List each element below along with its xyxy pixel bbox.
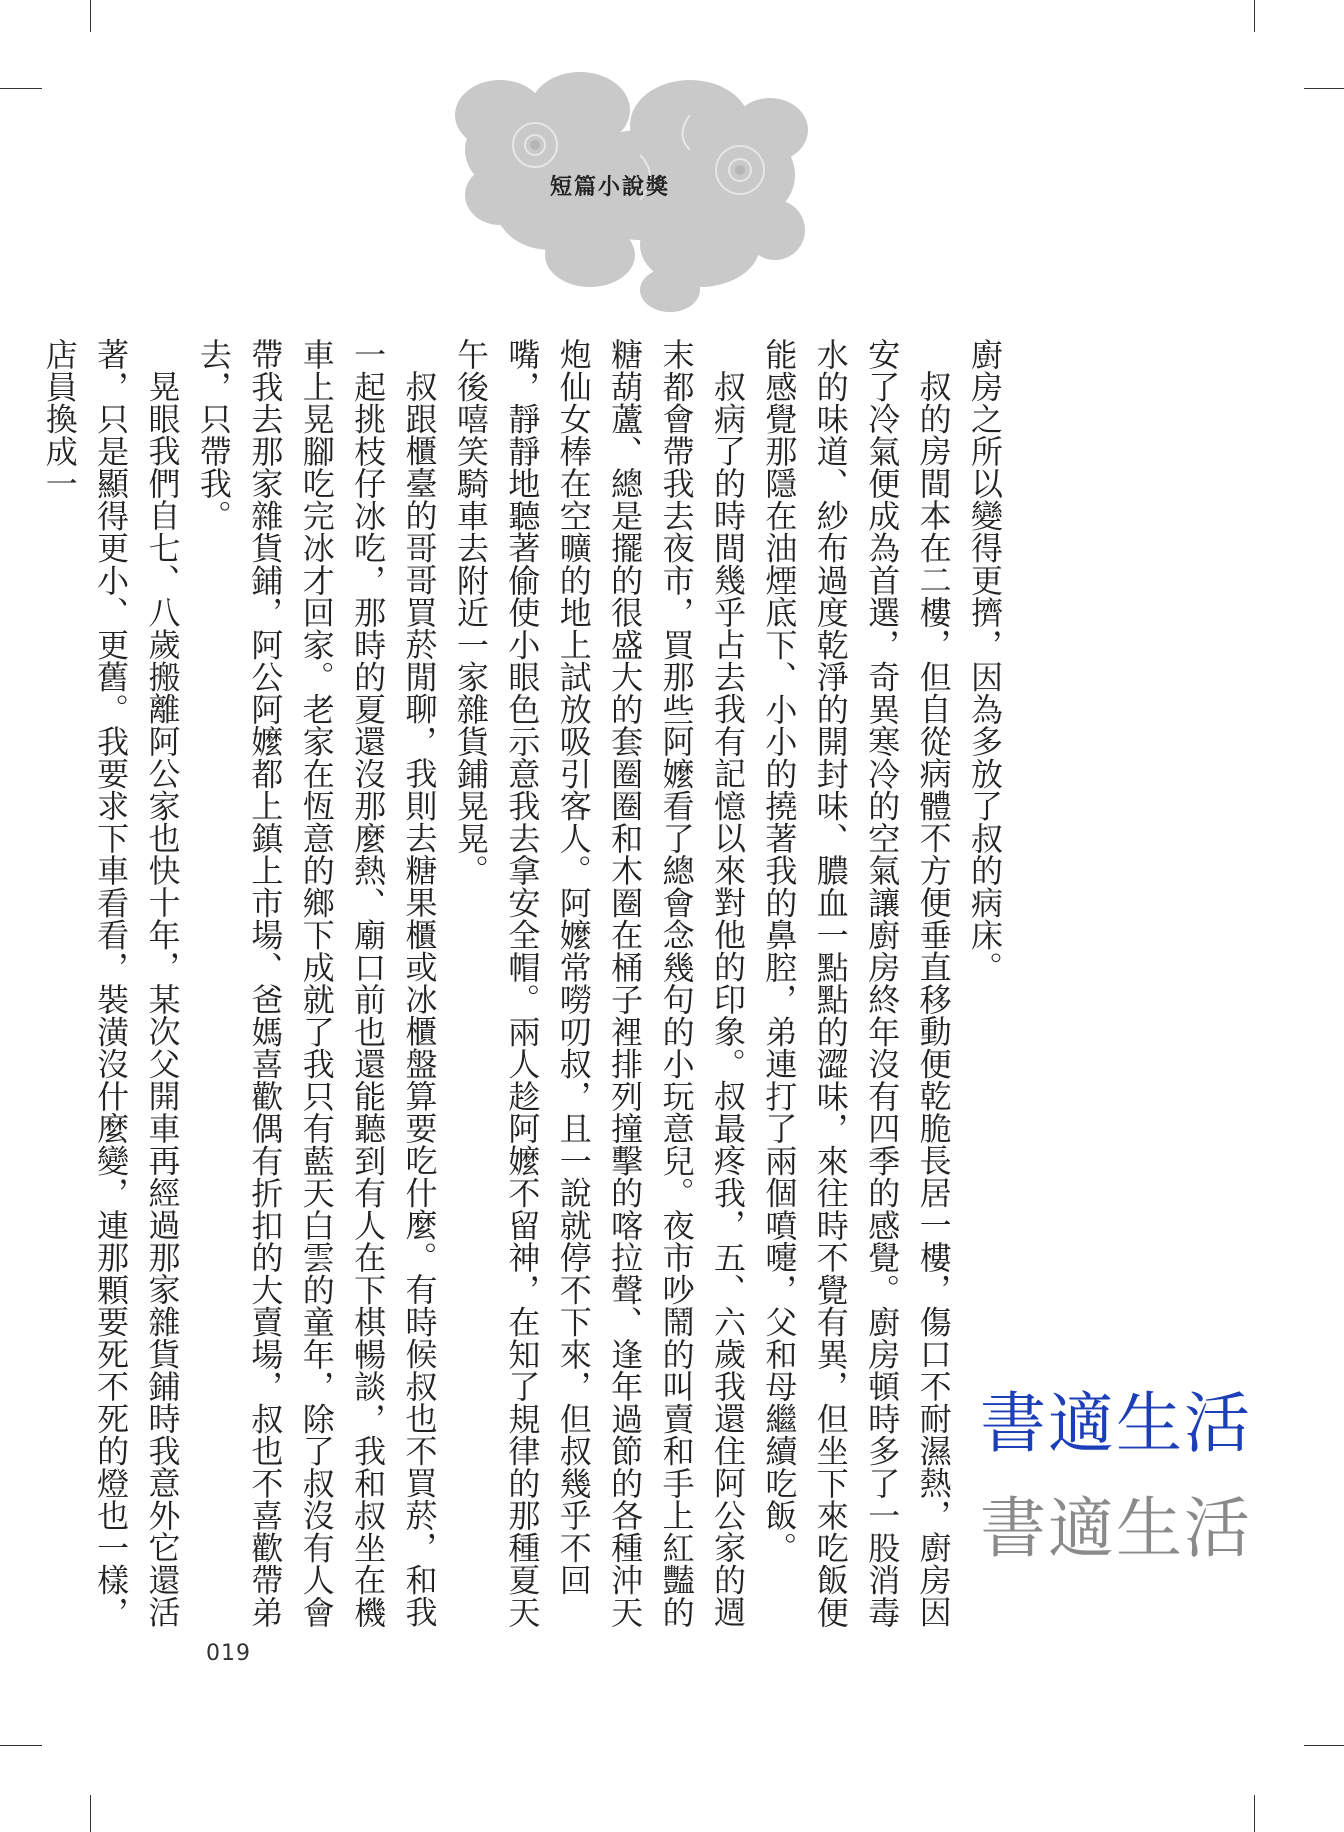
crop-mark-bottom-right-h <box>1304 1745 1344 1746</box>
crop-mark-bottom-right-v <box>1254 1795 1255 1832</box>
crop-mark-bottom-left-v <box>90 1795 91 1832</box>
article-body <box>40 338 1010 1646</box>
paragraph: 叔病了的時間幾乎占去我有記憶以來對他的印象。叔最疼我，五、六歲我還住阿公家的週末都會帶我去夜市，買那些阿嬤看了總會念幾句的小玩意兒。夜市吵鬧的叫賣和手上紅豔的糖葫蘆、總是擺的很盛大的套圈圈和木圈在桶子裡排列撞擊的喀拉聲、逢年過節的各種沖天炮仙女棒在空曠的地上試放吸引客人。阿嬤常嘮叨叔，且一說就停不下來，但叔幾乎不回嘴，靜靜地聽著偷使小眼色示意我去拿安全帽。兩人趁阿嬤不留神，在知了規律的那種夏天午後嘻笑騎車去附近一家雜貨鋪晃晃。 <box>451 338 747 1628</box>
crop-mark-top-right-v <box>1254 0 1255 32</box>
watermark-gray: 書適生活 <box>980 1490 1252 1567</box>
paragraph: 廚房之所以變得更擠，因為多放了叔的病床。 <box>966 338 1004 983</box>
paragraph: 叔跟櫃臺的哥哥買菸閒聊，我則去糖果櫃或冰櫃盤算要吃什麼。有時候叔也不買菸，和我一起挑枝仔冰吃，那時的夏還沒那麼熱、廟口前也還能聽到有人在下棋暢談，我和叔坐在機車上晃腳吃完冰才回家。老家在恆意的鄉下成就了我只有藍天白雲的童年，除了叔沒有人會帶我去那家雜貨鋪，阿公阿嬤都上鎮上市場、爸媽喜歡偶有折扣的大賣場，叔也不喜歡帶弟去，只帶我。 <box>194 338 439 1628</box>
paragraph: 叔的房間本在二樓，但自從病體不方便垂直移動便乾脆長居一樓，傷口不耐濕熱，廚房因安了冷氣便成為首選，奇異寒冷的空氣讓廚房終年沒有四季的感覺。廚房頓時多了一股消毒水的味道、紗布過度乾淨的開封味、膿血一點點的澀味，來往時不覺有異，但坐下來吃飯便能感覺那隱在油煙底下、小小的撓著我的鼻腔，弟連打了兩個噴嚏，父和母繼續吃飯。 <box>760 338 953 1628</box>
watermark-blue: 書適生活 <box>980 1385 1252 1462</box>
crop-mark-top-left-h <box>0 88 42 89</box>
crop-mark-bottom-left-h <box>0 1745 42 1746</box>
paragraph: 晃眼我們自七、八歲搬離阿公家也快十年，某次父開車再經過那家雜貨鋪時我意外它還活著，只是顯得更小、更舊。我要求下車看看，裝潢沒什麼變，連那顆要死不死的燈也一樣，店員換成一 <box>40 338 182 1628</box>
page-number: 019 <box>206 1641 251 1666</box>
crop-mark-top-right-h <box>1304 88 1344 89</box>
crop-mark-top-left-v <box>90 0 91 32</box>
section-title: 短篇小說獎 <box>549 174 670 200</box>
